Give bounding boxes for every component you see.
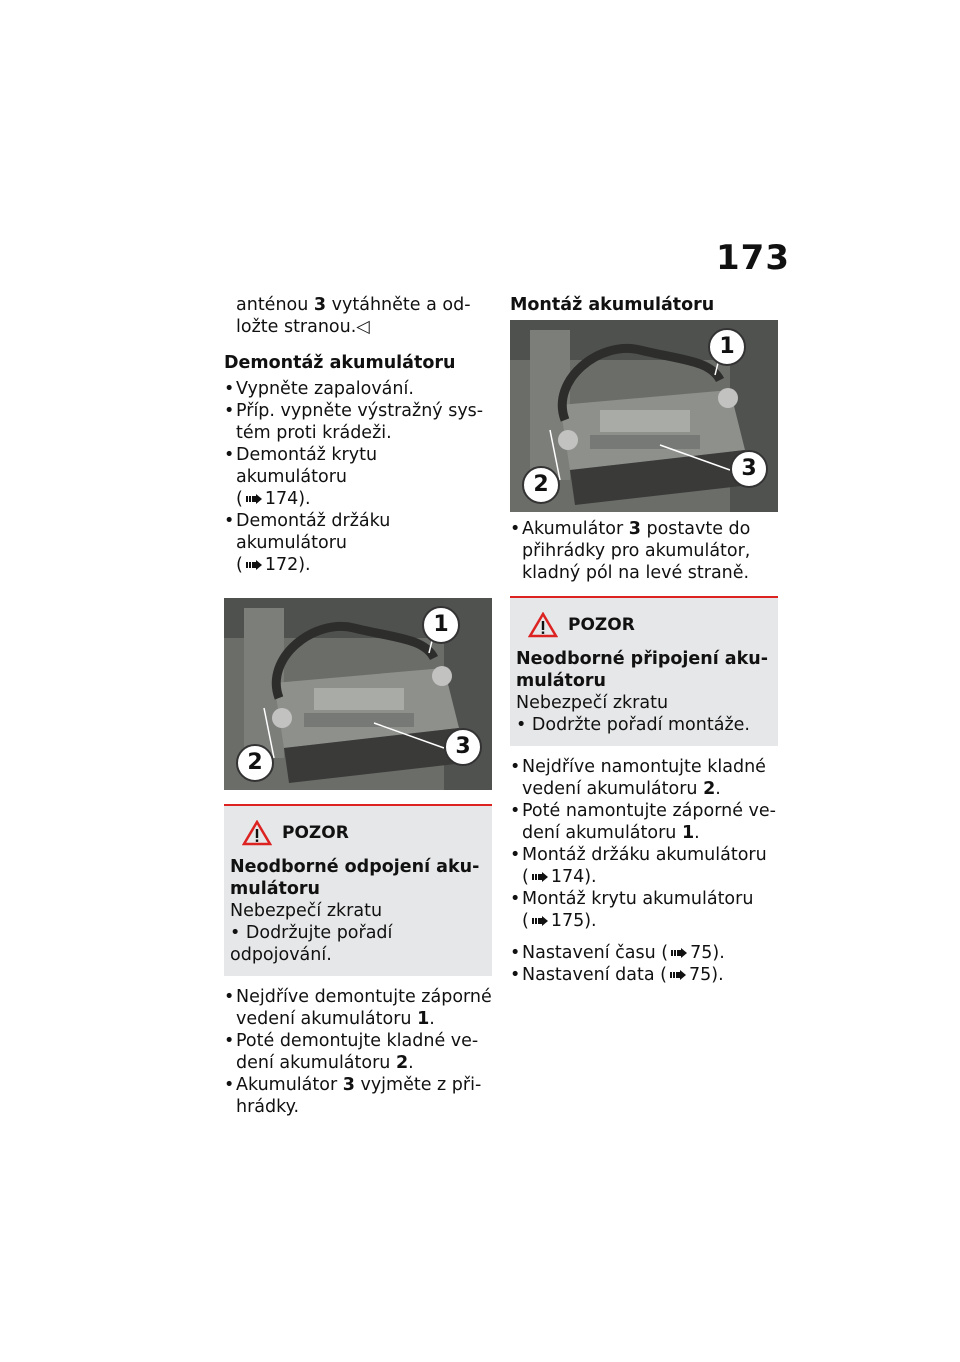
list-item: • Poté demontujte kladné ve-dení akumulátoru 2.: [224, 1030, 492, 1074]
step-text: Akumulátor: [522, 519, 629, 539]
warning-subtitle: Neodborné připojení aku-mulátoru: [516, 649, 768, 691]
section-heading-demontaz: Demontáž akumulátoru: [224, 353, 456, 373]
intro-text: [224, 294, 492, 338]
list-item: • Příp. vypněte výstražný sys-tém proti krádeži.: [224, 400, 492, 444]
warning-box: [510, 596, 778, 746]
callout-3: 3: [730, 450, 768, 488]
step-text: Nejdříve demontujte záporné vedení akumulátoru: [236, 987, 492, 1029]
page-ref-arrow-icon: [671, 948, 687, 958]
callout-2: 2: [236, 744, 274, 782]
list-item: • Vypněte zapalování.: [224, 378, 492, 400]
battery-install-figure: [510, 320, 778, 512]
page-ref[interactable]: 175).: [550, 911, 597, 931]
page-ref-arrow-icon: [670, 970, 686, 980]
ref-text: Demontáž držáku akumulátoru: [236, 511, 391, 553]
step-num: 2: [703, 779, 716, 799]
intro-line2: ložte stranou.◁: [236, 317, 370, 337]
page-ref-arrow-icon: [532, 916, 548, 926]
steps-list-2: [224, 986, 492, 1118]
list-item: [510, 942, 778, 964]
steps-list: [224, 378, 492, 576]
page-ref[interactable]: 75).: [690, 943, 725, 963]
step-text: postavte do přihrádky pro akumulátor, kladný pól na levé straně.: [522, 519, 751, 583]
step-text: Nejdříve namontujte kladné vedení akumulátoru: [522, 757, 766, 799]
page-ref[interactable]: 174).: [264, 489, 311, 509]
page-ref[interactable]: 75).: [688, 965, 724, 985]
callout-1: 1: [422, 606, 460, 644]
warning-text: Nebezpečí zkratu: [516, 693, 669, 713]
warning-header: [516, 612, 770, 638]
step-num: 1: [681, 823, 695, 843]
warning-text: Nebezpečí zkratu: [230, 901, 383, 921]
ref-text: Nastavení času (: [522, 943, 669, 963]
step-num: 2: [395, 1053, 409, 1073]
warning-title: POZOR: [282, 823, 349, 843]
page-ref-arrow-icon: [246, 560, 262, 570]
steps-list-right-3: [510, 942, 778, 986]
list-item: • Poté namontujte záporné ve-dení akumulátoru 1.: [510, 800, 778, 844]
step-num: 1: [417, 1009, 430, 1029]
page-ref-arrow-icon: [246, 494, 262, 504]
page-ref-arrow-icon: [532, 872, 548, 882]
warning-subtitle: Neodborné odpojení aku-mulátoru: [230, 857, 480, 899]
step-text: Poté demontujte kladné ve-dení akumulátoru: [236, 1031, 479, 1073]
ref-text: Nastavení data (: [522, 965, 667, 985]
page-ref[interactable]: 174).: [550, 867, 597, 887]
callout-1: 1: [708, 328, 746, 366]
warning-triangle-icon: [528, 612, 558, 638]
step-text: vyjměte z při-hrádky.: [236, 1075, 482, 1117]
list-item: • Nejdříve namontujte kladné vedení akumulátoru 2.: [510, 756, 778, 800]
warning-triangle-icon: [242, 820, 272, 846]
warning-title: POZOR: [568, 615, 635, 635]
list-item: [510, 518, 778, 584]
ref-text: Montáž držáku akumulátoru: [522, 845, 767, 865]
section-heading-montaz: Montáž akumulátoru: [510, 295, 715, 315]
list-item: • Montáž držáku akumulátoru ( 174).: [510, 844, 778, 888]
step-text: Poté namontujte záporné ve-dení akumulátoru: [522, 801, 776, 843]
callout-2: 2: [522, 466, 560, 504]
callout-3: 3: [444, 728, 482, 766]
step-num: 3: [628, 519, 641, 539]
list-item: • Nejdříve demontujte záporné vedení akumulátoru 1.: [224, 986, 492, 1030]
ref-text: Montáž krytu akumulátoru: [522, 889, 754, 909]
page-number: 173: [716, 238, 790, 278]
list-item: [510, 964, 778, 986]
list-item: • Montáž krytu akumulátoru ( 175).: [510, 888, 778, 932]
list-item: • Demontáž krytu akumulátoru ( 174).: [224, 444, 492, 510]
page-ref[interactable]: 172).: [264, 555, 311, 575]
steps-list-right-1: [510, 518, 778, 584]
ref-text: Demontáž krytu akumulátoru: [236, 445, 378, 487]
list-item: • Demontáž držáku akumulátoru ( 172).: [224, 510, 492, 576]
step-num: 3: [342, 1075, 355, 1095]
warning-box: [224, 804, 492, 976]
step-text: Akumulátor: [236, 1075, 343, 1095]
steps-list-right-2: [510, 756, 778, 932]
intro-num: 3: [313, 295, 327, 315]
right-column: [510, 294, 778, 986]
warning-header: [230, 820, 484, 846]
warning-instruction: • Dodržte pořadí montáže.: [516, 715, 750, 735]
intro-post: vytáhněte a od-: [326, 295, 471, 315]
left-column: [224, 294, 492, 1118]
intro-pre: anténou: [236, 295, 314, 315]
warning-instruction: • Dodržujte pořadí odpojování.: [230, 923, 393, 965]
list-item: [224, 1074, 492, 1118]
battery-removal-figure: [224, 598, 492, 790]
